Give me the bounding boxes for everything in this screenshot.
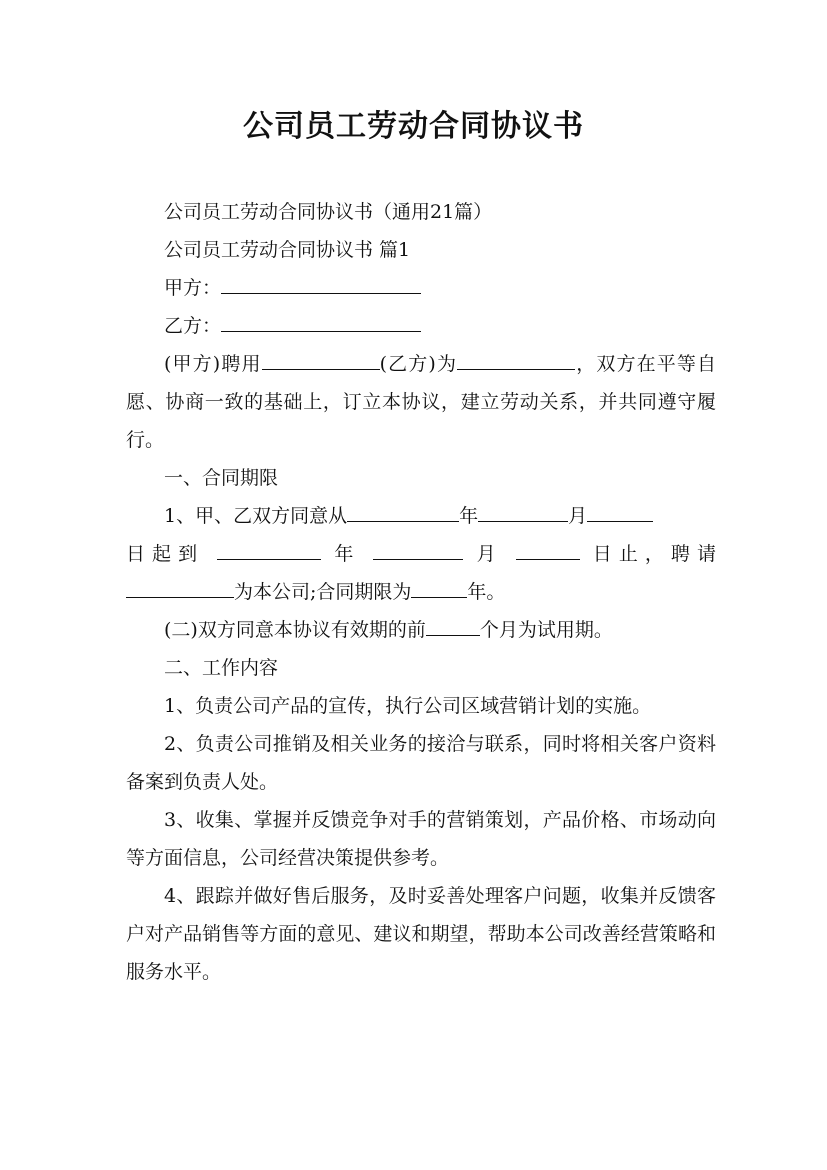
month-label-2: 月 [476,543,503,565]
year-label-1: 年 [459,505,479,527]
position-blank [457,369,575,370]
hire-text-b: (乙方)为 [379,353,458,375]
party-b-label: 乙方： [164,315,222,337]
term-line-1 [126,497,716,535]
work-item-4: 4、跟踪并做好售后服务，及时妥善处理客户问题，收集并反馈客户对产品销售等方面的意见、建议和期望，帮助本公司改善经营策略和服务水平。 [126,885,716,983]
term-post-text: 为本公司;合同期限为 [234,581,412,603]
subtitle: 公司员工劳动合同协议书（通用21篇） [164,201,493,223]
probation-text-a: (二)双方同意本协议有效期的前 [164,619,426,641]
end-day-blank [516,559,580,560]
party-a-line [126,269,716,307]
term-line-3 [126,573,716,611]
hire-text-a: (甲方)聘用 [164,353,262,375]
term-text-start: 1、甲、乙双方同意从 [164,505,348,527]
start-year-blank [347,521,459,522]
document-body [126,193,716,991]
party-a-label: 甲方： [164,277,222,299]
start-day-blank [587,521,653,522]
start-month-blank [478,521,568,522]
probation-text-b: 个月为试用期。 [479,619,613,641]
term-line-2 [126,535,716,573]
document-title: 公司员工劳动合同协议书 [243,109,584,144]
year-end-label: 年。 [467,581,506,603]
hire-text-c: ，双方在平等自愿、协商一致的基础上，订立本协议，建立劳动关系，并共同遵守履行。 [126,353,716,451]
hire-paragraph [126,345,716,459]
probation-paragraph [126,611,716,649]
term-years-blank [411,597,467,598]
end-month-blank [373,559,463,560]
party-b-line [126,307,716,345]
work-item-2: 2、负责公司推销及相关业务的接洽与联系，同时将相关客户资料备案到负责人处。 [126,733,716,793]
probation-blank [426,635,480,636]
section-term-heading: 一、合同期限 [164,467,279,489]
party-b-blank [221,331,421,332]
part-heading: 公司员工劳动合同协议书 篇1 [164,239,411,261]
work-item-1: 1、负责公司产品的宣传，执行公司区域营销计划的实施。 [164,695,652,717]
work-item-3: 3、收集、掌握并反馈竞争对手的营销策划，产品价格、市场动向等方面信息，公司经营决策提供参考。 [126,809,716,869]
party-a-blank [221,293,421,294]
end-year-blank [217,559,321,560]
section-work-heading: 二、工作内容 [164,657,279,679]
year-label-2: 年 [334,543,361,565]
month-label-1: 月 [568,505,588,527]
day-end-label: 日止，聘请 [592,543,716,565]
hire-position-blank [126,597,234,598]
employee-blank [262,369,380,370]
day-start-label: 日起到 [126,543,205,565]
